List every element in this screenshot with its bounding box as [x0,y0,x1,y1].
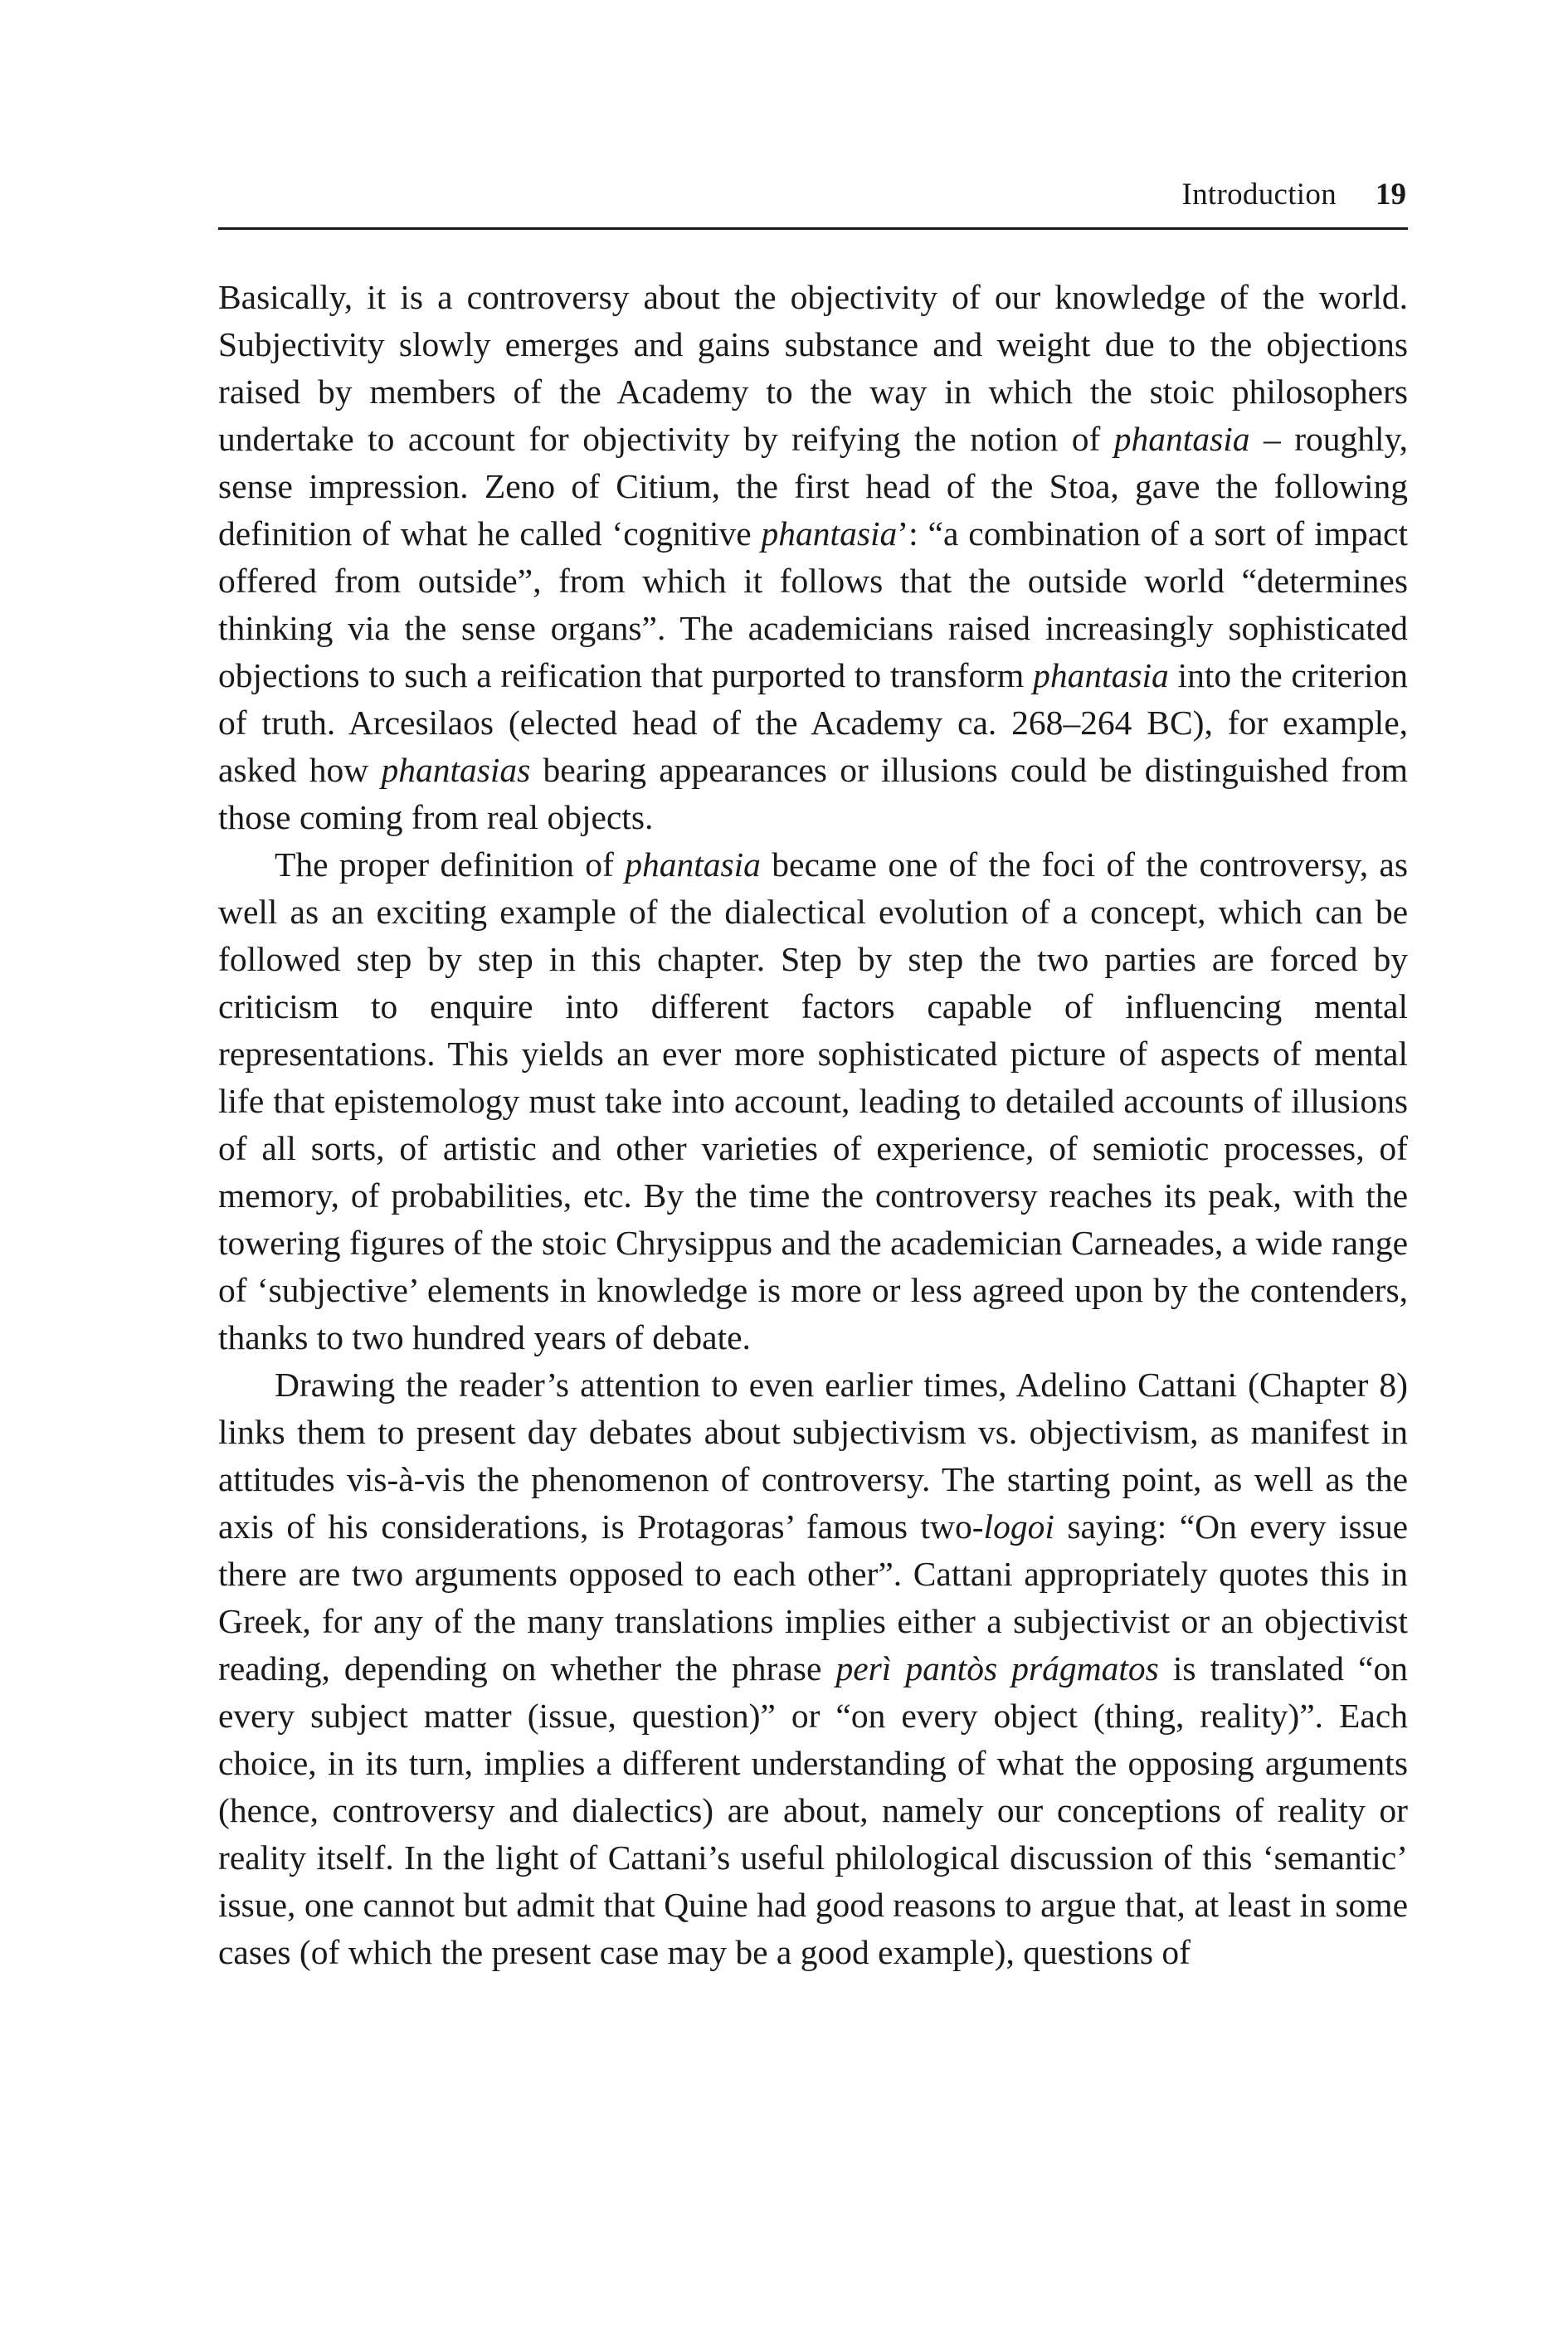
paragraph-3 [218,1361,1408,1976]
text-run: is translated “on every subject matter (issue, question)” or “on every object (thing, reality)”. Each choice, in its turn, implies a different understanding of what the opposing arguments (hence, controversy and dialectics) are about, namely our conceptions of reality or reality itself. In the light of Cattani’s useful philological discussion of this ‘semantic’ issue, one cannot but admit that Quine had good reasons to argue that, at least in some cases (of which the present case may be a good example), questions of [218,1649,1408,1971]
italic-term: logoi [983,1507,1054,1546]
text-run: became one of the foci of the controversy, as well as an exciting example of the dialectical evolution of a concept, which can be followed step by step in this chapter. Step by step the two parties are forced by criticism to enquire into different factors capable of influencing mental representations. This yields an ever more sophisticated picture of aspects of mental life that epistemology must take into account, leading to detailed accounts of illusions of all sorts, of artistic and other varieties of experience, of semiotic processes, of memory, of probabilities, etc. By the time the controversy reaches its peak, with the towering figures of the stoic Chrysippus and the academician Carneades, a wide range of ‘subjective’ elements in knowledge is more or less agreed upon by the contenders, thanks to two hundred years of debate. [218,845,1408,1356]
page-number: 19 [1376,178,1406,212]
italic-term: phantasia [761,514,898,553]
running-head-section-title: Introduction [1181,178,1337,212]
text-run: saying: “On every issue there are two arguments opposed to each other”. Cattani appropriately quotes this in Greek, for any of the many translations implies either a subjectivist or an objectivist reading, depending on whether the phrase [218,1507,1409,1687]
text-run: – roughly, sense impression. Zeno of Citium, the first head of the Stoa, gave the following definition of what he called ‘cognitive [218,420,1409,553]
paragraph-2 [218,841,1408,1361]
body-text [218,274,1408,1976]
paragraph-1 [218,274,1408,841]
text-run: Basically, it is a controversy about the objectivity of our knowledge of the world. Subjectivity slowly emerges and gains substance and weight due to the objections raised by members of the Academy to the way in which the stoic philosophers undertake to account for objectivity by reifying the notion of [218,278,1408,458]
italic-term: perì pantòs prágmatos [835,1649,1159,1687]
text-run: bearing appearances or illusions could be distinguished from those coming from real objects. [218,751,1408,836]
italic-term: phantasias [381,751,531,789]
text-run: into the criterion of truth. Arcesilaos (elected head of the Academy ca. 268–264 BC), for example, asked how [218,656,1408,789]
italic-term: phantasia [625,845,761,884]
running-head [218,170,1408,230]
italic-term: phantasia [1113,420,1250,458]
text-run: ’: “a combination of a sort of impact offered from outside”, from which it follows that the outside world “determines thinking via the sense organs”. The academicians raised increasingly sophisticated objections to such a reification that purported to transform [218,514,1409,694]
italic-term: phantasia [1033,656,1169,694]
text-run: The proper definition of [275,845,626,884]
text-run: Drawing the reader’s attention to even earlier times, Adelino Cattani (Chapter 8) links them to present day debates about subjectivism vs. objectivism, as manifest in attitudes vis-à-vis the phenomenon of controversy. The starting point, as well as the axis of his considerations, is Protagoras’ famous two- [218,1366,1408,1546]
